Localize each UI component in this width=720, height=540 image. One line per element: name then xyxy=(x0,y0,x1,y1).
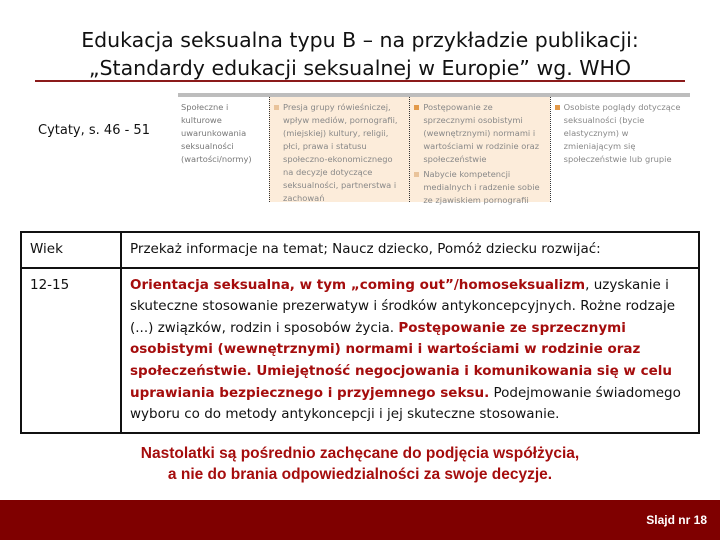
publication-excerpt-image xyxy=(178,93,690,205)
note-line-2: a nie do brania odpowiedzialności za swoje decyzje. xyxy=(167,466,553,483)
header-content: Przekaż informacje na temat; Naucz dziecko, Pomóż dziecku rozwijać: xyxy=(121,232,699,268)
excerpt-item: Nabycie kompetencji medialnych i radzenie sobie ze zjawiskiem pornografii xyxy=(423,169,540,205)
slide-title xyxy=(20,26,700,82)
excerpt-column-2 xyxy=(409,97,549,205)
bullet-icon xyxy=(414,172,419,177)
excerpt-item: Postępowanie ze sprzecznymi osobistymi (wewnętrznymi) normami i wartościami w rodzinie oraz społeczeństwie xyxy=(423,102,540,164)
curriculum-table xyxy=(20,231,700,434)
bullet-icon xyxy=(555,105,560,110)
table-header-row xyxy=(21,232,699,268)
excerpt-column-3 xyxy=(550,97,690,202)
slide-number: Slajd nr 18 xyxy=(646,513,707,527)
excerpt-row-label: Społeczne i kulturowe uwarunkowania seksualności (wartości/normy) xyxy=(181,102,252,164)
note-line-1: Nastolatki są pośrednio zachęcane do podjęcia współżycia, xyxy=(140,445,580,462)
row-content xyxy=(121,268,699,433)
highlight-text: Orientacja seksualna, w tym „coming out”/homoseksualizm xyxy=(130,276,586,293)
excerpt-item: Osobiste poglądy dotyczące seksualności (bycie elastycznym) w zmieniającym się społeczeństwie lub grupie xyxy=(563,102,681,164)
title-line-2: „Standardy edukacji seksualnej w Europie” wg. WHO xyxy=(88,56,632,80)
title-underline xyxy=(35,80,685,82)
title-line-1: Edukacja seksualna typu B – na przykładzie publikacji: xyxy=(81,28,639,52)
citation-label: Cytaty, s. 46 - 51 xyxy=(38,123,150,138)
bullet-icon xyxy=(414,105,419,110)
excerpt-item: Presja grupy rówieśniczej, wpływ mediów, pornografii, (miejskiej) kultury, religii, płci, prawa i statusu społeczno-ekonomicznego na decyzje dotyczące seksualności, partnerstwa i zachowań xyxy=(283,102,398,203)
header-age: Wiek xyxy=(21,232,121,268)
excerpt-column-1 xyxy=(269,97,409,202)
footer-bar xyxy=(0,500,720,540)
plain-text: Podejmowanie świadomego wyboru co do metody antykoncepcji i jej skuteczne stosowanie. xyxy=(130,384,681,423)
row-age: 12-15 xyxy=(21,268,121,433)
bullet-icon xyxy=(274,105,279,110)
plain-text: , uzyskanie i skuteczne stosowanie prezerwatyw i środków antykoncepcyjnych. Rożne rodzaje (...) związków, rodzin i sposobów życia. xyxy=(130,276,676,336)
table-row xyxy=(21,268,699,433)
highlight-text: Postępowanie ze sprzecznymi osobistymi (wewnętrznymi) normami i wartościami w rodzinie oraz społeczeństwie. Umiejętność negocjowania i komunikowania się w celu uprawiania bezpiecznego i przyjemnego seksu. xyxy=(130,319,672,401)
conclusion-note xyxy=(20,443,700,485)
